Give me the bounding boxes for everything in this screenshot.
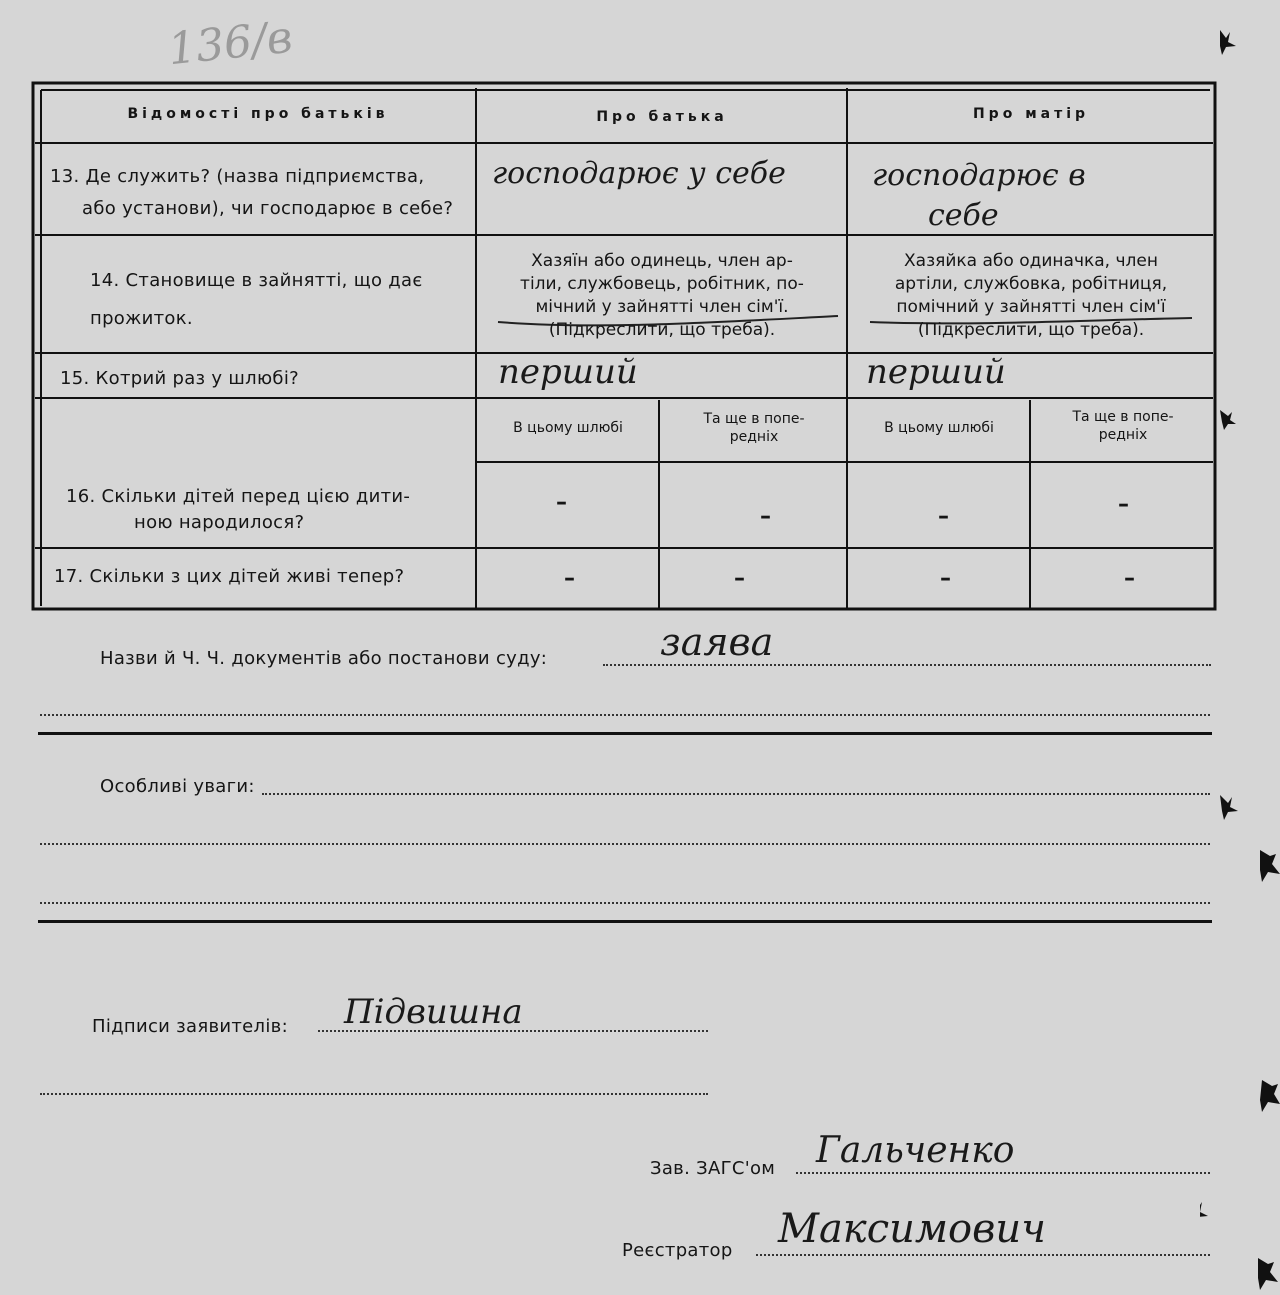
row17-question: 17. Скільки з цих дітей живі тепер? [54,566,405,587]
subheader-mother-this: В цьому шлюбі [884,420,994,436]
binding-holes [1200,0,1280,1295]
mother-option-line: артіли, службовка, робітниця, [894,274,1168,294]
row17-value: – [1124,566,1135,591]
registrar-dotted-line [756,1254,1210,1256]
section-divider [38,732,1212,735]
subheader-previous-line1: Та ще в попе- [1072,409,1174,425]
row14-mother-options [858,250,1204,342]
documents-value: заява [660,620,774,664]
row17-value: – [940,566,951,591]
row16-question-line1: 16. Скільки дітей перед цією дити- [66,486,411,507]
subheader-mother-previous [1032,408,1214,444]
remarks-dotted-line [262,793,1210,795]
subheader-previous-line2: редніх [729,429,779,445]
mother-option-note: (Підкреслити, що треба). [917,320,1145,340]
row14-question-line1: 14. Становище в зайнятті, що дає [90,270,423,291]
documents-dotted-line-2 [40,714,1210,716]
head-dotted-line [796,1172,1210,1174]
row16-value: – [556,490,567,515]
row13-mother-answer-line1: господарює в [872,158,1086,193]
header-info: Відомості про батьків [127,106,389,122]
father-option-line: тіли, службовець, робітник, по- [520,274,804,294]
remarks-dotted-line-2 [40,843,1210,845]
head-signature: Гальченко [816,1130,1015,1171]
row15-father-answer: перший [498,352,638,392]
head-label: Зав. ЗАГС'ом [650,1158,776,1179]
row14-question-line2: прожиток. [90,308,193,329]
documents-label: Назви й Ч. Ч. документів або постанови суду: [100,648,548,669]
subheader-father-this: В цьому шлюбі [513,420,623,436]
row13-question-line1: 13. Де служить? (назва підприємства, [50,166,425,187]
applicants-dotted-line-2 [40,1093,708,1095]
row13-mother-answer-line2: себе [928,198,999,233]
row17-value: – [564,566,575,591]
mother-option-line: помічний у зайнятті член сім'ї [896,297,1166,317]
subheader-father-previous [661,410,847,446]
remarks-dotted-line-3 [40,902,1210,904]
row16-question-line2: ною народилося? [134,512,305,533]
row13-question-line2: або установи), чи господарює в себе? [82,198,454,219]
subheader-previous-line1: Та ще в попе- [703,411,805,427]
header-mother: Про матір [972,106,1090,122]
row16-value: – [760,504,771,529]
subheader-previous-line2: редніх [1098,427,1148,443]
father-option-line: Хазяїн або одинець, член ар- [531,251,793,271]
documents-dotted-line [603,664,1211,666]
remarks-label: Особливі уваги: [100,776,255,797]
registrar-label: Реєстратор [622,1240,733,1261]
section-divider [38,920,1212,923]
header-father: Про батька [596,109,728,125]
applicants-label: Підписи заявителів: [92,1016,288,1037]
row13-father-answer: господарює у себе [492,156,786,191]
mother-option-line: Хазяйка або одиначка, член [904,251,1158,271]
row17-value: – [734,566,745,591]
applicants-signature: Підвишна [344,992,523,1032]
father-option-note: (Підкреслити, що треба). [548,320,776,340]
row16-value: – [938,504,949,529]
row15-question: 15. Котрий раз у шлюбі? [60,368,299,389]
registrar-signature: Максимович [778,1206,1047,1252]
father-option-line: мічний у зайнятті член сім'ї. [535,297,789,317]
row15-mother-answer: перший [866,352,1006,392]
row16-value: – [1118,492,1129,517]
archive-stamp-number: 136/в [165,11,295,76]
row14-father-options [486,250,838,342]
